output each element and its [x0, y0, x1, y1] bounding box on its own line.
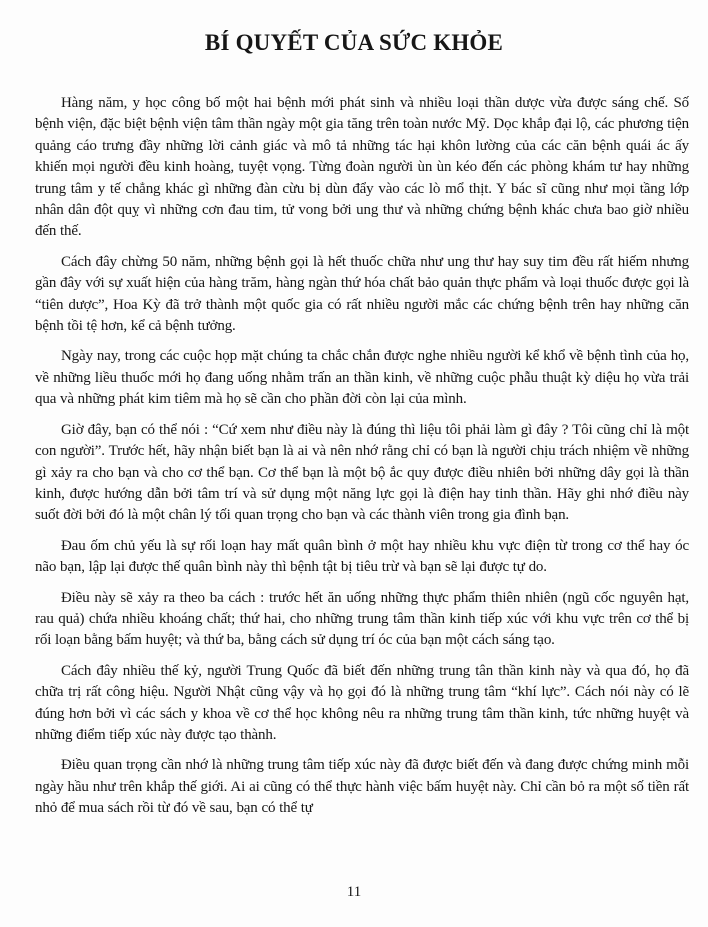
page-number: 11	[346, 884, 362, 900]
paragraph-2: Cách đây chừng 50 năm, những bệnh gọi là hết thuốc chữa như ung thư hay suy tim đều rất hiếm nhưng gần đây với sự xuất hiện của hàng trăm, hàng ngàn thứ hóa chất bảo quản thực phẩm và loại thuốc được gọi là “tiên dược”, Hoa Kỳ đã trở thành một quốc gia có rất nhiều người mắc các chứng bệnh trên hay những căn bệnh tồi tệ hơn, kể cả bệnh tưởng.	[35, 253, 689, 335]
paragraph-4: Giờ đây, bạn có thể nói : “Cứ xem như điều này là đúng thì liệu tôi phải làm gì đây ? Tôi cũng chỉ là một con người”. Trước hết, hãy nhận biết bạn là ai và nên nhớ rằng chỉ có bạn là người chịu trách nhiệm về những gì xảy ra cho bạn và cho cơ thể bạn. Cơ thể bạn là một bộ ắc quy được điều nhiên bởi những dây gọi là thần kinh, được hướng dẫn bởi tâm trí và sử dụng một năng lực gọi là điện hay tinh thần. Hãy ghi nhớ điều này suốt đời bởi đó là một chân lý tối quan trọng cho bạn và các thành viên trong gia đình bạn.	[35, 421, 689, 524]
paragraph-8: Điều quan trọng cần nhớ là những trung tâm tiếp xúc này đã được biết đến và đang được chứng minh mỗi ngày hầu như trên khắp thế giới. Ai ai cũng có thể thực hành việc bấm huyệt này. Chỉ cần bỏ ra một số tiền rất nhỏ để mua sách rồi từ đó về sau, bạn có thể tự	[35, 757, 689, 817]
paragraph-6: Điều này sẽ xảy ra theo ba cách : trước hết ăn uống những thực phẩm thiên nhiên (ngũ cốc nguyên hạt, rau quả) chứa nhiều khoáng chất; thứ hai, cho những trung tâm thần kinh tiếp xúc với khu vực trên cơ thể bị rối loạn bằng bấm huyệt; và thứ ba, bằng cách sử dụng trí óc của bạn một cách sáng tạo.	[35, 589, 689, 649]
paragraph-3: Ngày nay, trong các cuộc họp mặt chúng ta chắc chắn được nghe nhiều người kể khổ về bệnh tình của họ, về những liều thuốc mới họ đang uống nhằm trấn an thần kinh, về những cuộc phẫu thuật kỳ diệu họ vừa trải qua và những phát kim tiêm mà họ sẽ cần cho phần đời còn lại của mình.	[35, 348, 689, 408]
paragraph-7: Cách đây nhiều thế kỷ, người Trung Quốc đã biết đến những trung tân thần kinh này và qua đó, họ đã chữa trị rất công hiệu. Người Nhật cũng vậy và họ gọi đó là những trung tâm “khí lực”. Cách nói này có lẽ đúng hơn bởi vì các sách y khoa về cơ thể học không nêu ra những trung tâm thần kinh, tức những huyệt và những điểm tiếp xúc này được tạo thành.	[35, 662, 689, 743]
paragraph-1: Hàng năm, y học công bố một hai bệnh mới phát sinh và nhiều loại thần dược vừa được sáng chế. Số bệnh viện, đặc biệt bệnh viện tâm thần ngày một gia tăng trên toàn nước Mỹ. Dọc khắp đại lộ, các phương tiện quảng cáo trưng đầy những lời cảnh giác và mô tả những tác hại khôn lường của các căn bệnh quái ác ấy khiến mọi người đều kinh hoàng, tuyệt vọng. Từng đoàn người ùn ùn kéo đến các phòng khám tư hay những trung tâm y tế chẳng khác gì những đàn cừu bị dùn đẩy vào các lò mổ thịt. Y bác sĩ cũng như mọi tầng lớp nhân dân đột quỵ vì những cơn đau tim, tử vong bởi ung thư và những chứng bệnh khác chưa bao giờ nhiều đến thế.	[35, 95, 689, 240]
page-title: BÍ QUYẾT CỦA SỨC KHỎE	[204, 30, 504, 55]
paragraph-5: Đau ốm chủ yếu là sự rối loạn hay mất quân bình ở một hay nhiều khu vực điện từ trong cơ thể hay óc não bạn, lập lại được thế quân bình này thì bệnh tật bị tiêu trừ và bạn sẽ lại được tự do.	[35, 537, 689, 576]
body-text	[35, 93, 689, 829]
